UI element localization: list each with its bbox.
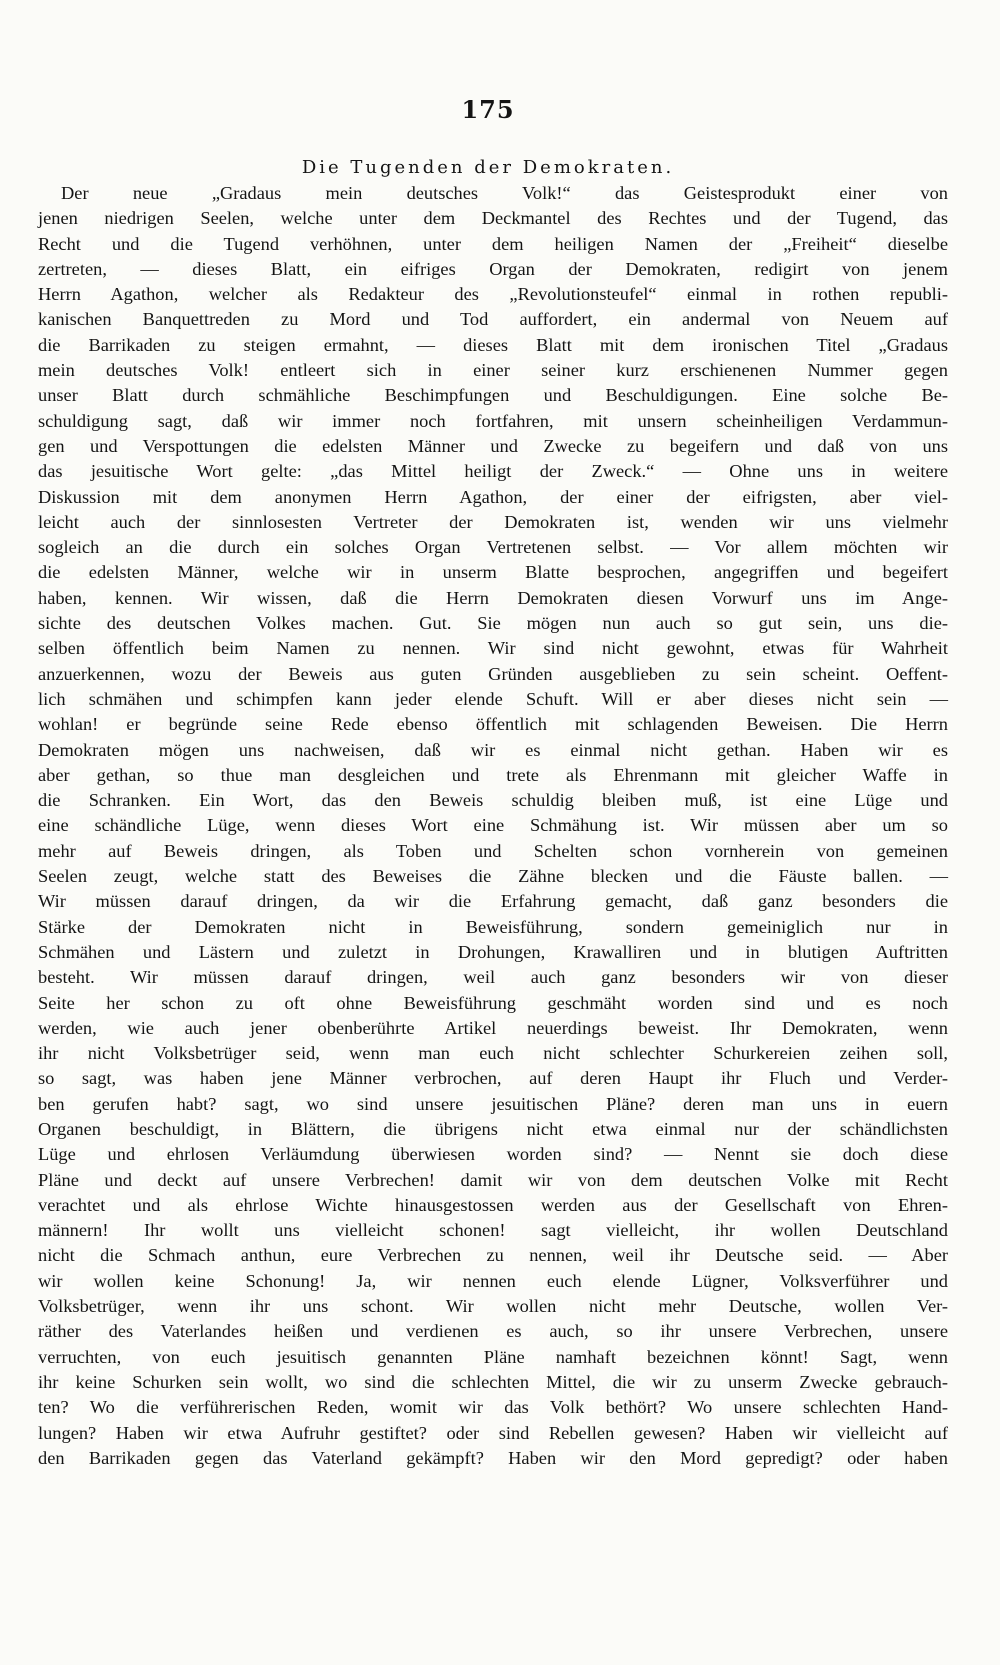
text-line: besteht. Wir müssen darauf dringen, weil auch ganz besonders wir von dieser — [38, 967, 948, 988]
text-line: Volksbetrüger, wenn ihr uns schont. Wir wollen nicht mehr Deutsche, wollen Ver- — [38, 1296, 948, 1317]
text-line: Herrn Agathon, welcher als Redakteur des „Revolutionsteufel“ einmal in rothen republi- — [38, 284, 948, 305]
article-body — [38, 181, 948, 1471]
text-line: leicht auch der sinnlosesten Vertreter der Demokraten ist, wenden wir uns vielmehr — [38, 511, 948, 532]
text-line: den Barrikaden gegen das Vaterland gekämpft? Haben wir den Mord gepredigt? oder haben — [38, 1447, 948, 1468]
text-line: kanischen Banquettreden zu Mord und Tod auffordert, ein andermal von Neuem auf — [38, 309, 948, 330]
text-line: sichte des deutschen Volkes machen. Gut. Sie mögen nun auch so gut sein, uns die- — [38, 613, 948, 634]
text-line: mein deutsches Volk! entleert sich in einer seiner kurz erschienenen Nummer gegen — [38, 360, 948, 381]
text-line: selben öffentlich beim Namen zu nennen. Wir sind nicht gewohnt, etwas für Wahrheit — [38, 638, 948, 659]
text-line: so sagt, was haben jene Männer verbrochen, auf deren Haupt ihr Fluch und Verder- — [38, 1068, 948, 1089]
text-line: wir wollen keine Schonung! Ja, wir nennen euch elende Lügner, Volksverführer und — [38, 1270, 948, 1291]
text-line: schuldigung sagt, daß wir immer noch fortfahren, mit unsern scheinheiligen Verdammun- — [38, 410, 948, 431]
text-line: Organen beschuldigt, in Blättern, die übrigens nicht etwa einmal nur der schändlichsten — [38, 1118, 948, 1139]
text-line: zertreten, — dieses Blatt, ein eifriges Organ der Demokraten, redigirt von jenem — [38, 258, 948, 279]
article-title: Die Tugenden der Demokraten. — [301, 157, 675, 178]
text-line: wohlan! er begründe seine Rede ebenso öffentlich mit schlagenden Beweisen. Die Herrn — [38, 714, 948, 735]
text-line: ten? Wo die verführerischen Reden, womit wir das Volk bethört? Wo unsere schlechten Hand- — [38, 1397, 948, 1418]
text-line: ben gerufen habt? sagt, wo sind unsere jesuitischen Pläne? deren man uns in euern — [38, 1093, 948, 1114]
text-line: Recht und die Tugend verhöhnen, unter dem heiligen Namen der „Freiheit“ dieselbe — [38, 233, 948, 254]
text-line: unser Blatt durch schmähliche Beschimpfungen und Beschuldigungen. Eine solche Be- — [38, 385, 948, 406]
text-line: Seelen zeugt, welche statt des Beweises die Zähne blecken und die Fäuste ballen. — — [38, 866, 948, 887]
text-line: verachtet und als ehrlose Wichte hinausgestossen werden aus der Gesellschaft von Ehren- — [38, 1194, 948, 1215]
text-line: nicht die Schmach anthun, eure Verbrechen zu nennen, weil ihr Deutsche seid. — Aber — [38, 1245, 948, 1266]
text-line: die Barrikaden zu steigen ermahnt, — dieses Blatt mit dem ironischen Titel „Gradaus — [38, 334, 948, 355]
text-line: Diskussion mit dem anonymen Herrn Agathon, der einer der eifrigsten, aber viel- — [38, 486, 948, 507]
text-line: ihr keine Schurken sein wollt, wo sind die schlechten Mittel, die wir zu unserm Zwecke gebrauch- — [38, 1371, 948, 1392]
text-line: räther des Vaterlandes heißen und verdienen es auch, so ihr unsere Verbrechen, unsere — [38, 1321, 948, 1342]
text-line: gen und Verspottungen die edelsten Männer und Zwecke zu begeifern und daß von uns — [38, 435, 948, 456]
text-line: Seite her schon zu oft ohne Beweisführung geschmäht worden sind und es noch — [38, 992, 948, 1013]
text-line: Schmähen und Lästern und zuletzt in Drohungen, Krawalliren und in blutigen Auftritten — [38, 941, 948, 962]
text-line: Stärke der Demokraten nicht in Beweisführung, sondern gemeiniglich nur in — [38, 916, 948, 937]
page-number: 175 — [461, 95, 515, 124]
text-line: anzuerkennen, wozu der Beweis aus guten Gründen ausgeblieben zu sein scheint. Oeffent- — [38, 663, 948, 684]
text-line: jenen niedrigen Seelen, welche unter dem Deckmantel des Rechtes und der Tugend, das — [38, 208, 948, 229]
text-line: das jesuitische Wort gelte: „das Mittel heiligt der Zweck.“ — Ohne uns in weitere — [38, 461, 948, 482]
text-line: Der neue „Gradaus mein deutsches Volk!“ das Geistesprodukt einer von — [61, 183, 948, 203]
text-line: Pläne und deckt auf unsere Verbrechen! damit wir von dem deutschen Volke mit Recht — [38, 1169, 948, 1190]
text-line: verruchten, von euch jesuitisch genannten Pläne namhaft bezeichnen könnt! Sagt, wenn — [38, 1346, 948, 1367]
text-line: die Schranken. Ein Wort, das den Beweis schuldig bleiben muß, ist eine Lüge und — [38, 790, 948, 811]
text-line: eine schändliche Lüge, wenn dieses Wort eine Schmähung ist. Wir müssen aber um so — [38, 815, 948, 836]
text-line: haben, kennen. Wir wissen, daß die Herrn Demokraten diesen Vorwurf uns im Ange- — [38, 587, 948, 608]
text-line: männern! Ihr wollt uns vielleicht schonen! sagt vielleicht, ihr wollen Deutschland — [38, 1220, 948, 1241]
text-line: sogleich an die durch ein solches Organ Vertretenen selbst. — Vor allem möchten wir — [38, 537, 948, 558]
text-line: die edelsten Männer, welche wir in unserm Blatte besprochen, angegriffen und begeifert — [38, 562, 948, 583]
text-line: mehr auf Beweis dringen, als Toben und Schelten schon vornherein von gemeinen — [38, 840, 948, 861]
text-line: Demokraten mögen uns nachweisen, daß wir es einmal nicht gethan. Haben wir es — [38, 739, 948, 760]
text-line: Wir müssen darauf dringen, da wir die Erfahrung gemacht, daß ganz besonders die — [38, 891, 948, 912]
text-line: lungen? Haben wir etwa Aufruhr gestiftet? oder sind Rebellen gewesen? Haben wir vielleicht auf — [38, 1422, 948, 1443]
text-line: Lüge und ehrlosen Verläumdung überwiesen worden sind? — Nennt sie doch diese — [38, 1144, 948, 1165]
text-line: werden, wie auch jener obenberührte Artikel neuerdings beweist. Ihr Demokraten, wenn — [38, 1017, 948, 1038]
text-line: aber gethan, so thue man desgleichen und trete als Ehrenmann mit gleicher Waffe in — [38, 764, 948, 785]
text-line: ihr nicht Volksbetrüger seid, wenn man euch nicht schlechter Schurkereien zeihen soll, — [38, 1043, 948, 1064]
text-line: lich schmähen und schimpfen kann jeder elende Schuft. Will er aber dieses nicht sein — — [38, 688, 948, 709]
